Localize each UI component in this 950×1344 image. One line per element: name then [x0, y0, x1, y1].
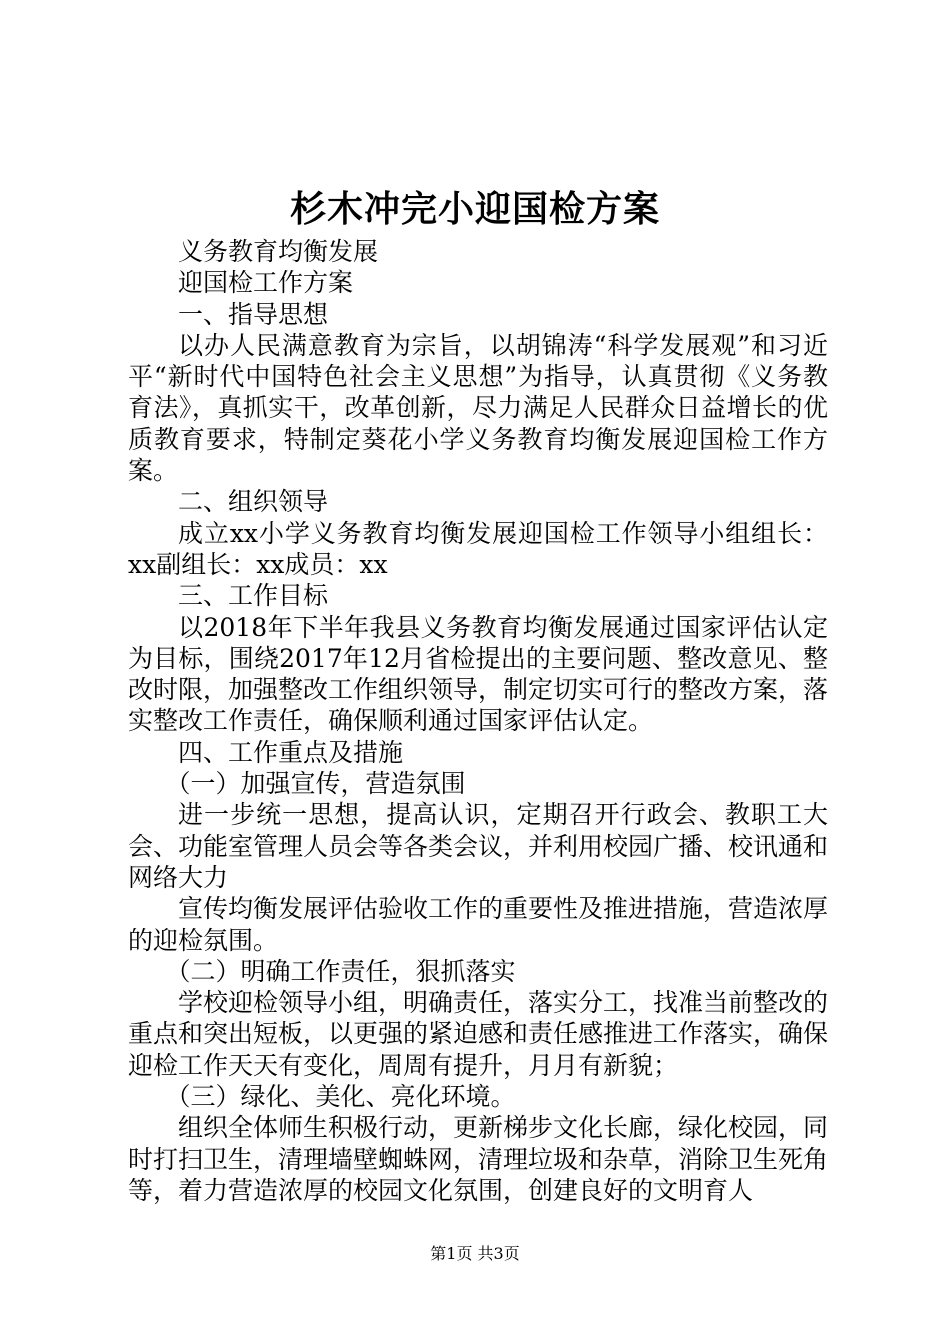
subsection-heading-responsibility: （二）明确工作责任，狠抓落实 [165, 956, 516, 986]
paragraph-organization: 成立xx小学义务教育均衡发展迎国检工作领导小组组长：xx副组长：xx成员：xx [128, 518, 828, 579]
section-heading-goals: 三、工作目标 [178, 581, 329, 611]
paragraph-guiding-ideology: 以办人民满意教育为宗旨，以胡锦涛“科学发展观”和习近平“新时代中国特色社会主义思想”为指导，认真贯彻《义务教育法》，真抓实干，改革创新，尽力满足人民群众日益增长的优质教育要求，特制定葵花小学义务教育均衡发展迎国检工作方案。 [128, 330, 828, 486]
paragraph-responsibility: 学校迎检领导小组，明确责任，落实分工，找准当前整改的重点和突出短板，以更强的紧迫感和责任感推进工作落实，确保迎检工作天天有变化，周周有提升，月月有新貌； [128, 988, 829, 1080]
paragraph-goals: 以2018年下半年我县义务教育均衡发展通过国家评估认定为目标，围绕2017年12月省检提出的主要问题、整改意见、整改时限，加强整改工作组织领导，制定切实可行的整改方案，落实整改工作责任，确保顺利通过国家评估认定。 [128, 612, 829, 736]
paragraph-publicity-1: 进一步统一思想，提高认识，定期召开行政会、教职工大会、功能室管理人员会等各类会议，并利用校园广播、校讯通和网络大力 [128, 800, 829, 892]
paragraph-heading-1: 义务教育均衡发展 [178, 237, 379, 266]
document-title: 杉木冲完小迎国检方案 [289, 188, 660, 230]
paragraph-heading-2: 迎国检工作方案 [178, 268, 354, 298]
section-heading-organization: 二、组织领导 [178, 487, 329, 517]
page-footer: 第1页 共3页 [430, 1244, 520, 1263]
section-heading-guiding-ideology: 一、指导思想 [178, 299, 329, 329]
section-heading-measures: 四、工作重点及措施 [178, 737, 404, 767]
subsection-heading-publicity: （一）加强宣传，营造氛围 [165, 769, 466, 799]
subsection-heading-environment: （三）绿化、美化、亮化环境。 [165, 1082, 516, 1112]
paragraph-environment: 组织全体师生积极行动，更新梯步文化长廊，绿化校园，同时打扫卫生，清理墙壁蜘蛛网，清理垃圾和杂草，消除卫生死角等，着力营造浓厚的校园文化氛围，创建良好的文明育人 [128, 1113, 829, 1205]
paragraph-publicity-2: 宣传均衡发展评估验收工作的重要性及推进措施，营造浓厚的迎检氛围。 [128, 894, 829, 955]
document-body [128, 236, 828, 1206]
